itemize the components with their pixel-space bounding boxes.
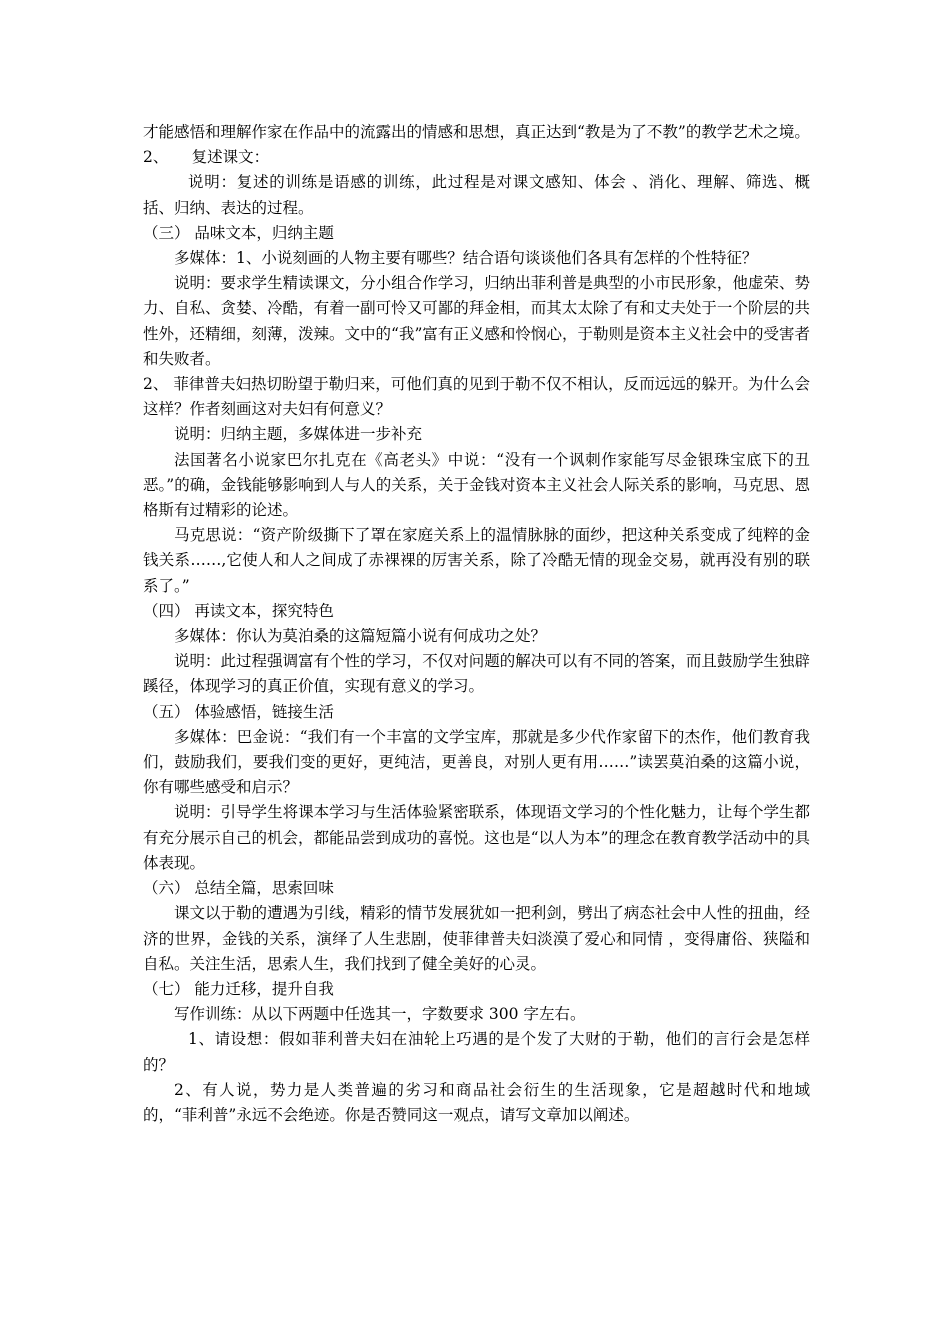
paragraph-note-life-link: 说明：引导学生将课本学习与生活体验紧密联系，体现语文学习的个性化魅力，让每个学生都有充分展示自己的机会，都能品尝到成功的喜悦。这也是“以人为本”的理念在教育教学活动中的具体表现。 [143, 803, 810, 872]
section-3-heading: （三） 品味文本，归纳主题 [143, 223, 334, 242]
paragraph-note-characters: 说明：要求学生精读课文，分小组合作学习，归纳出菲利普是典型的小市民形象，他虚荣、势力、自私、贪婪、冷酷，有着一副可怜又可鄙的拜金相，而其太太除了有和丈夫处于一个阶层的共性外，还精细，刻薄，泼辣。文中的“我”富有正义感和怜悯心，于勒则是资本主义社会中的受害者和失败者。 [143, 274, 810, 368]
section-7-heading: （七） 能力迁移，提升自我 [143, 979, 334, 998]
paragraph-writing-option-1: 1、请设想：假如菲利普夫妇在油轮上巧遇的是个发了大财的于勒，他们的言行会是怎样的？ [143, 1030, 810, 1074]
document-body [143, 120, 810, 1128]
paragraph-balzac-quote: 法国著名小说家巴尔扎克在《高老头》中说：“没有一个讽刺作家能写尽金银珠宝底下的丑恶。”的确，金钱能够影响到人与人的关系，关于金钱对资本主义社会人际关系的影响，马克思、恩格斯有过精彩的论述。 [143, 450, 810, 520]
paragraph-multimedia-q1: 多媒体：1、小说刻画的人物主要有哪些？结合语句谈谈他们各具有怎样的个性特征？ [174, 249, 758, 268]
paragraph-writing-task: 写作训练：从以下两题中任选其一，字数要求 300 字左右。 [174, 1005, 586, 1024]
paragraph-summary: 课文以于勒的遭遇为引线，精彩的情节发展犹如一把利剑，劈出了病态社会中人性的扭曲，经济的世界，金钱的关系，演绎了人生悲剧，使菲律普夫妇淡漠了爱心和同情 ，变得庸俗、狭隘和自私。关注生活，思索人生，我们找到了健全美好的心灵。 [143, 904, 810, 973]
paragraph-retell-note: 说明：复述的训练是语感的训练，此过程是对课文感知、体会 、消化、理解、筛选、概括、归纳、表达的过程。 [143, 173, 810, 217]
paragraph-multimedia-success: 多媒体：你认为莫泊桑的这篇短篇小说有何成功之处？ [174, 627, 547, 646]
section-6-heading: （六） 总结全篇，思索回味 [143, 879, 334, 898]
paragraph-bajin-quote: 多媒体：巴金说：“我们有一个丰富的文学宝库，那就是多少代作家留下的杰作，他们教育我们，鼓励我们，要我们变的更好，更纯洁，更善良，对别人更有用……”读罢莫泊桑的这篇小说，你有哪些感受和启示？ [143, 727, 810, 797]
paragraph-intro-continuation: 才能感悟和理解作家在作品中的流露出的情感和思想，真正达到“教是为了不教”的教学艺术之境。 [143, 123, 810, 141]
item-2-retell-heading: 2、 复述课文： [143, 148, 270, 167]
section-4-heading: （四） 再读文本，探究特色 [143, 601, 334, 620]
paragraph-writing-option-2: 2、有人说，势力是人类普遍的劣习和商品社会衍生的生活现象，它是超越时代和地域的，“菲利普”永远不会绝迹。你是否赞同这一观点，请写文章加以阐述。 [143, 1080, 810, 1124]
paragraph-marx-quote: 马克思说：“资产阶级撕下了罩在家庭关系上的温情脉脉的面纱，把这种关系变成了纯粹的金钱关系……,它使人和人之间成了赤裸裸的厉害关系，除了冷酷无情的现金交易，就再没有别的联系了。” [143, 526, 810, 595]
paragraph-note-individual-learning: 说明：此过程强调富有个性的学习，不仅对问题的解决可以有不同的答案，而且鼓励学生独辟蹊径，体现学习的真正价值，实现有意义的学习。 [143, 652, 810, 696]
paragraph-question-2: 2、 菲律普夫妇热切盼望于勒归来，可他们真的见到于勒不仅不相认，反而远远的躲开。为什么会这样？作者刻画这对夫妇有何意义？ [143, 375, 810, 419]
section-5-heading: （五） 体验感悟，链接生活 [143, 702, 334, 721]
paragraph-note-theme: 说明：归纳主题，多媒体进一步补充 [174, 425, 423, 444]
